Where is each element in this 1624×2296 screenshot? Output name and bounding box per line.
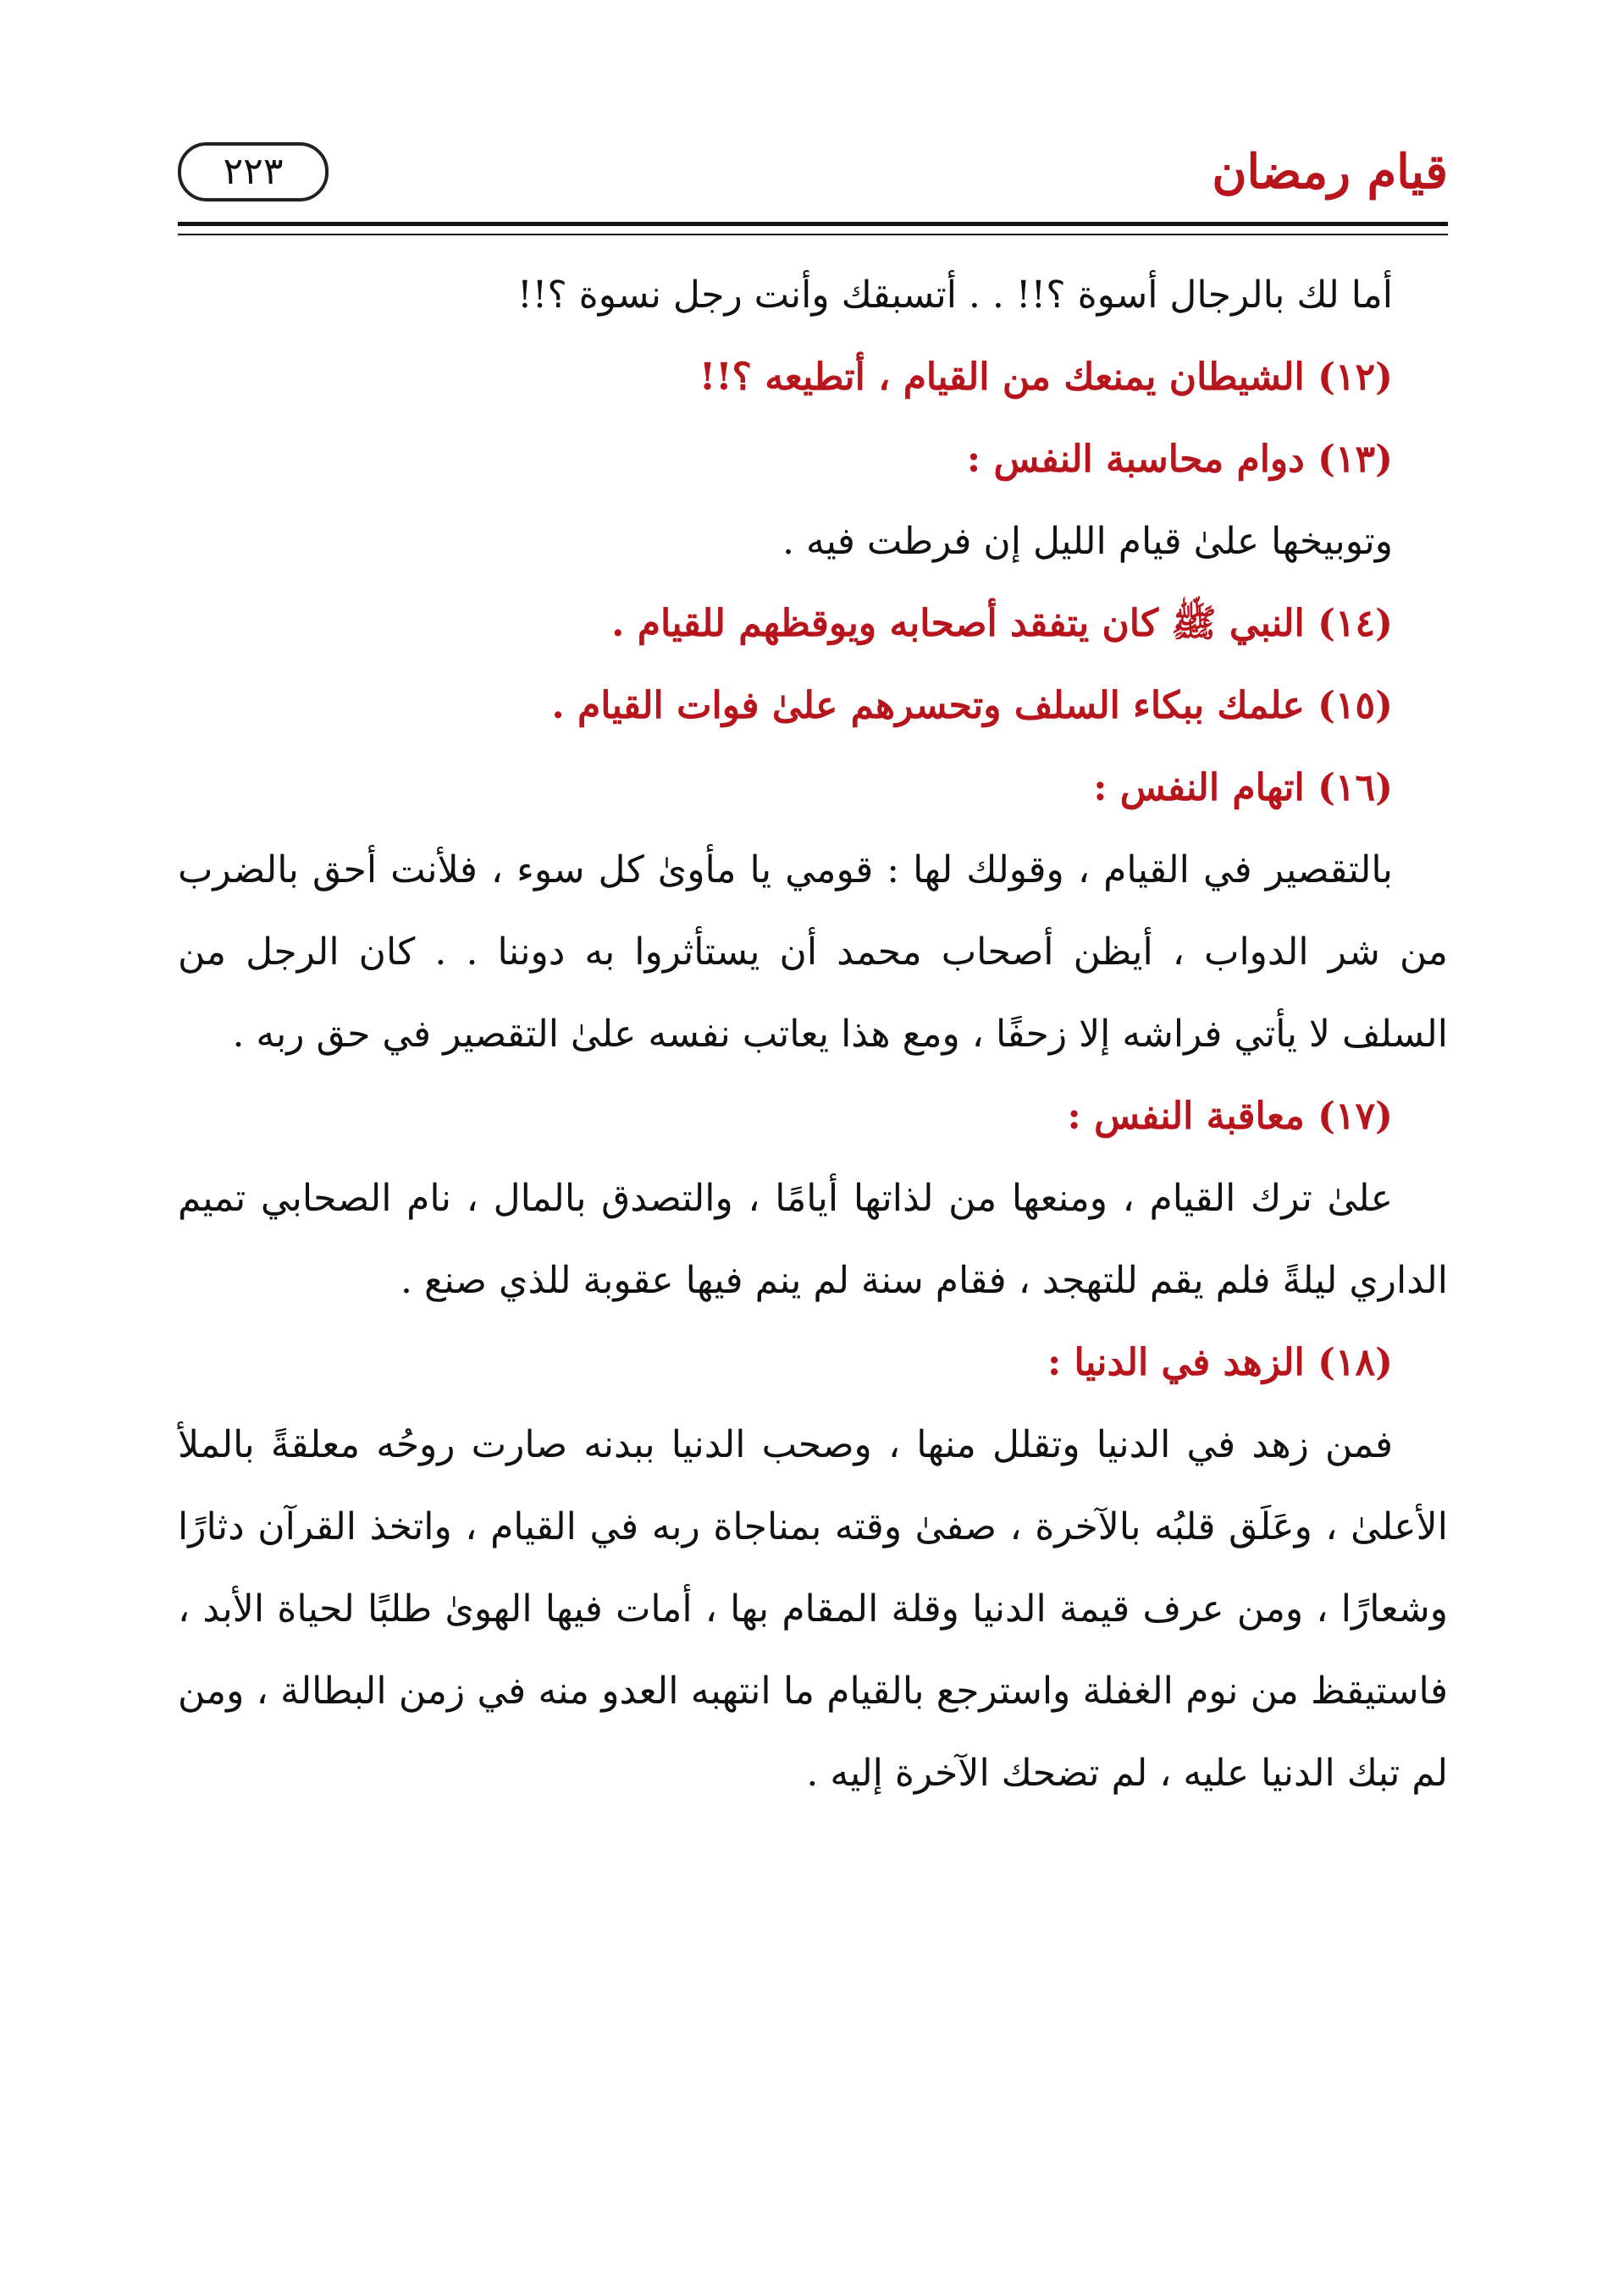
body-paragraph: علىٰ ترك القيام ، ومنعها من لذاتها أيامًا ، والتصدق بالمال ، نام الصحابي تميم الداري ليلةً فلم يقم للتهجد ، فقام سنة لم ينم فيها عقوبة للذي صنع . bbox=[178, 1177, 1448, 1302]
header-rule-thin bbox=[178, 234, 1448, 235]
body-paragraph: فمن زهد في الدنيا وتقلل منها ، وصحب الدنيا ببدنه صارت روحُه معلقةً بالملأ الأعلىٰ ، وعَلَق قلبُه بالآخرة ، صفىٰ وقته بمناجاة ربه في القيام ، واتخذ القرآن دثارًا وشعارًا ، ومن عرف قيمة الدنيا وقلة المقام بها ، أمات فيها الهوىٰ طلبًا لحياة الأبد ، فاستيقظ من نوم الغفلة واسترجع بالقيام ما انتهبه العدو منه في زمن البطالة ، ومن لم تبك الدنيا عليه ، لم تضحك الآخرة إليه . bbox=[178, 1423, 1448, 1795]
body-paragraph: وتوبيخها علىٰ قيام الليل إن فرطت فيه . bbox=[782, 520, 1393, 563]
section-heading-13: (١٣) دوام محاسبة النفس : bbox=[966, 438, 1393, 481]
header-rule-thick bbox=[178, 222, 1448, 226]
page-header bbox=[178, 127, 1448, 220]
section-heading-14: (١٤) النبي ﷺ كان يتفقد أصحابه ويوقظهم للقيام . bbox=[611, 602, 1393, 645]
section-heading-15: (١٥) علمك ببكاء السلف وتحسرهم علىٰ فوات القيام . bbox=[551, 684, 1393, 727]
page-body bbox=[178, 254, 1448, 1814]
body-paragraph: أما لك بالرجال أسوة ؟!! . . أتسبقك وأنت رجل نسوة ؟!! bbox=[516, 273, 1393, 317]
section-heading-18: (١٨) الزهد في الدنيا : bbox=[1047, 1341, 1393, 1384]
page-number-badge: ٢٢٣ bbox=[178, 142, 329, 201]
section-heading-17: (١٧) معاقبة النفس : bbox=[1067, 1095, 1393, 1138]
running-title: قيام رمضان bbox=[1212, 144, 1448, 200]
section-heading-12: (١٢) الشيطان يمنعك من القيام ، أتطيعه ؟!! bbox=[699, 356, 1393, 399]
section-heading-16: (١٦) اتهام النفس : bbox=[1093, 766, 1393, 809]
body-paragraph: بالتقصير في القيام ، وقولك لها : قومي يا مأوىٰ كل سوء ، فلأنت أحق بالضرب من شر الدواب ، أيظن أصحاب محمد أن يستأثروا به دوننا . . كان الرجل من السلف لا يأتي فراشه إلا زحفًا ، ومع هذا يعاتب نفسه علىٰ التقصير في حق ربه . bbox=[178, 848, 1449, 1056]
